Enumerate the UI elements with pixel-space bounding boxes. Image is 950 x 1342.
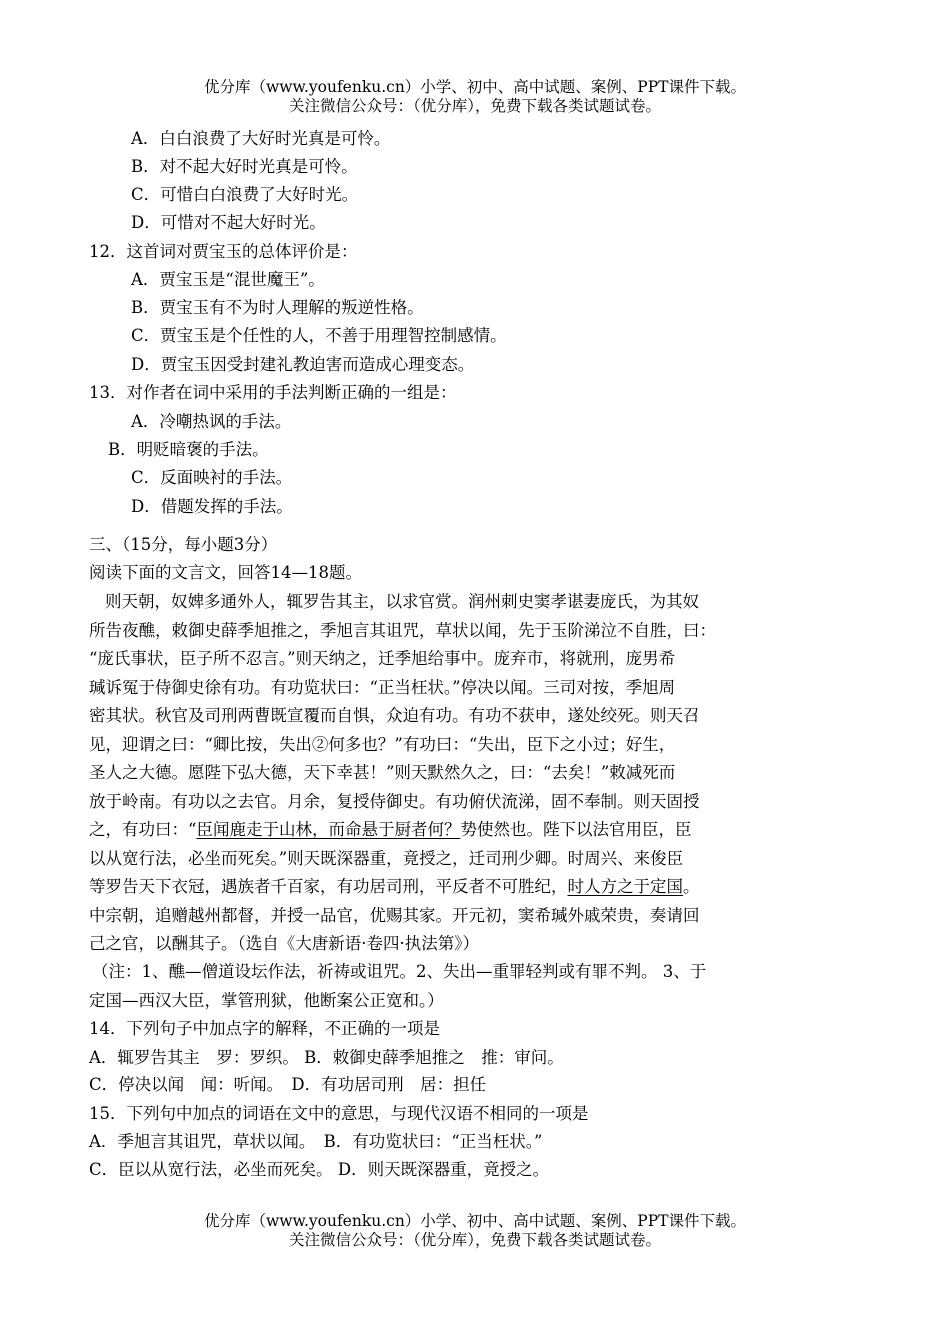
q13-option-b: B．明贬暗褒的手法。 (108, 440, 269, 459)
q13-stem: 13．对作者在词中采用的手法判断正确的一组是： (89, 383, 457, 402)
q13-option-c: C．反面映衬的手法。 (131, 468, 293, 487)
q13-option-a: A．冷嘲热讽的手法。 (131, 412, 292, 431)
underlined-sentence-1: 臣闻鹿走于山林，而命悬于厨者何？ (196, 820, 461, 839)
passage-line-7: 圣人之大德。愿陛下弘大德，天下幸甚！”则天默然久之，曰：“去矣！”敕减死而 (89, 763, 676, 782)
q15-options-row-2: C．臣以从宽行法，必坐而死矣。 D．则天既深器重，竟授之。 (89, 1160, 550, 1179)
passage-line-11 (89, 875, 700, 899)
q11-option-c: C．可惜白白浪费了大好时光。 (131, 185, 359, 204)
q14-stem: 14．下列句子中加点字的解释，不正确的一项是 (89, 1019, 440, 1038)
passage-line-9 (89, 818, 691, 842)
passage-line-9-end: 势使然也。陛下以法官用臣，臣 (460, 820, 692, 839)
passage-line-6: 见，迎谓之曰：“卿比按，失出②何多也？”有功曰：“失出，臣下之小过；好生， (89, 735, 676, 754)
note-line-1: （注：1、醮—僧道设坛作法，祈祷或诅咒。2、失出—重罪轻判或有罪不判。 3、于 (92, 962, 707, 981)
q14-options-row-2: C．停决以闻 闻：听闻。 D．有功居司刑 居：担任 (89, 1075, 487, 1094)
passage-line-10: 以从宽行法，必坐而死矣。”则天既深器重，竟授之，迁司刑少卿。时周兴、来俊臣 (89, 849, 684, 868)
note-line-2: 定国—西汉大臣，掌管刑狱，他断案公正宽和。） (89, 991, 444, 1010)
q12-option-d: D．贾宝玉因受封建礼教迫害而造成心理变态。 (131, 355, 475, 374)
passage-line-11-end: 。 (683, 877, 700, 896)
passage-line-8: 放于岭南。有功以之去官。月余，复授侍御史。有功俯伏流涕，固不奉制。则天固授 (89, 792, 700, 811)
section-3-instruction: 阅读下面的文言文，回答14—18题。 (89, 563, 362, 582)
passage-line-5: 密其状。秋官及司刑两曹既宣覆而自惧，众迫有功。有功不获申，遂处绞死。则天召 (89, 706, 700, 725)
passage-line-9-start: 之，有功曰：“ (89, 820, 197, 839)
q12-option-c: C．贾宝玉是个任性的人，不善于用理智控制感情。 (131, 326, 507, 345)
q11-option-b: B．对不起大好时光真是可怜。 (131, 157, 358, 176)
q11-option-d: D．可惜对不起大好时光。 (131, 213, 326, 232)
q12-option-b: B．贾宝玉有不为时人理解的叛逆性格。 (131, 298, 424, 317)
header-line-2: 关注微信公众号：（优分库），免费下载各类试题试卷。 (288, 97, 661, 115)
passage-line-3: “庞氏事状，臣子所不忍言。”则天纳之，迁季旭给事中。庞弃市，将就刑，庞男希 (89, 649, 676, 668)
q14-options-row-1: A．辄罗告其主 罗：罗织。 B．敕御史薛季旭推之 推：审问。 (89, 1048, 564, 1067)
footer-line-1: 优分库（www.youfenku.cn）小学、初中、高中试题、案例、PPT课件下载。 (203, 1212, 747, 1230)
q13-option-d: D．借题发挥的手法。 (131, 497, 293, 516)
passage-line-2: 所告夜醮，敕御史薛季旭推之，季旭言其诅咒，草状以闻，先于玉阶涕泣不自胜，曰： (89, 621, 716, 640)
q15-stem: 15．下列句中加点的词语在文中的意思，与现代汉语不相同的一项是 (89, 1104, 589, 1123)
passage-line-13: 己之官，以酬其子。（选自《大唐新语·卷四·执法第》） (89, 934, 479, 953)
passage-line-1: 则天朝，奴婢多通外人，辄罗告其主，以求官赏。润州刺史窦孝谌妻庞氏，为其奴 (105, 592, 699, 611)
passage-line-12: 中宗朝，追赠越州都督，并授一品官，优赐其家。开元初，窦希瑊外戚荣贵，奏请回 (89, 906, 700, 925)
q15-options-row-1: A．季旭言其诅咒，草状以闻。 B．有功览状曰：“正当枉状。” (89, 1132, 543, 1151)
footer-line-2: 关注微信公众号：（优分库），免费下载各类试题试卷。 (288, 1231, 661, 1249)
header-line-1: 优分库（www.youfenku.cn）小学、初中、高中试题、案例、PPT课件下载。 (203, 78, 747, 96)
q11-option-a: A．白白浪费了大好时光真是可怜。 (131, 129, 391, 148)
section-3-title: 三、（15分，每小题3分） (89, 535, 278, 554)
passage-line-11-start: 等罗告天下衣冠，遇族者千百家，有功居司刑，平反者不可胜纪， (89, 877, 568, 896)
passage-line-4: 瑊诉冤于侍御史徐有功。有功览状曰：“正当枉状。”停决以闻。三司对按，季旭周 (89, 678, 676, 697)
q12-stem: 12．这首词对贾宝玉的总体评价是： (89, 242, 358, 261)
q12-option-a: A．贾宝玉是“混世魔王”。 (131, 270, 325, 289)
underlined-sentence-2: 时人方之于定国 (567, 877, 683, 896)
